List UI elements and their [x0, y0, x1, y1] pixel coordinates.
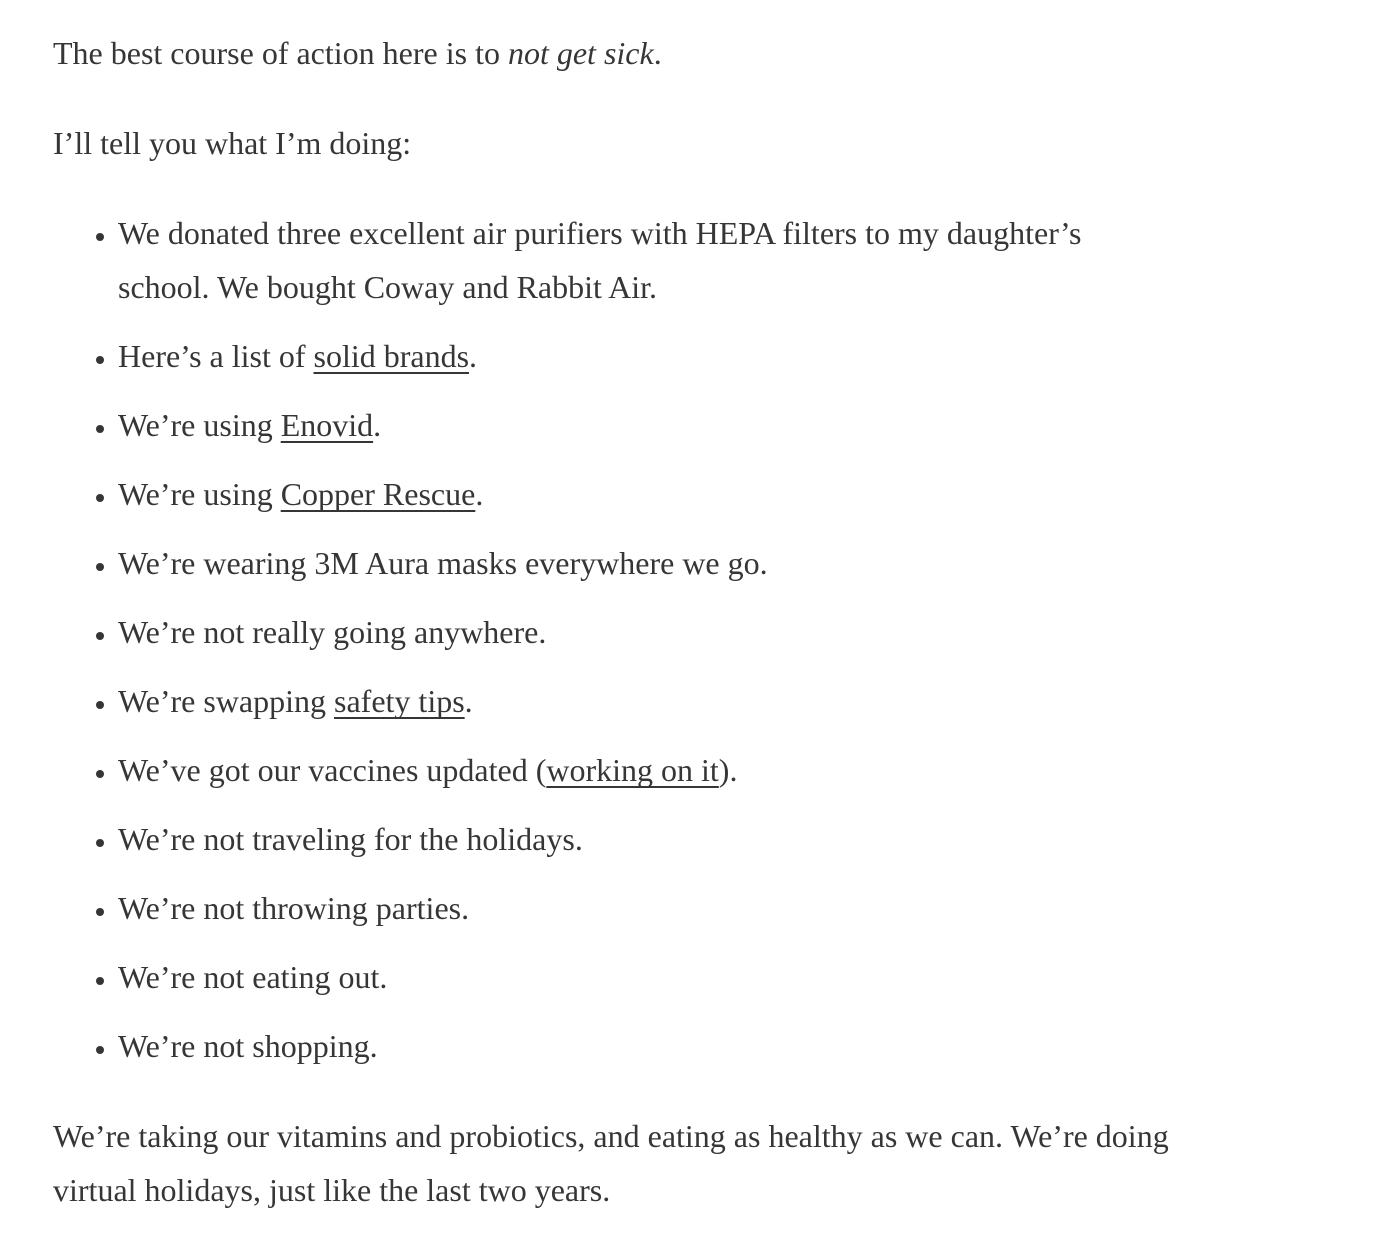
link-copper-rescue[interactable]: Copper Rescue [280, 476, 476, 512]
list-item-text: We’re using [118, 407, 281, 443]
list-item-text: We donated three excellent air purifiers with HEPA filters to my daughter’s school. We bought Coway and Rabbit Air. [118, 215, 1082, 305]
list-item-text: We’re not eating out. [118, 959, 388, 995]
list-item-text: . [475, 476, 484, 512]
list-item [118, 881, 1138, 935]
list-item-text: . [469, 338, 478, 374]
lead-in-paragraph: I’ll tell you what I’m doing: [53, 125, 412, 161]
list-item [118, 467, 1138, 521]
link-working-on-it[interactable]: working on it [546, 752, 719, 788]
list-item-text: We’ve got our vaccines updated ( [118, 752, 547, 788]
bullet-list [53, 206, 1347, 1073]
intro-paragraph [53, 26, 1347, 80]
list-item [118, 329, 1138, 383]
list-item-text: We’re using [118, 476, 281, 512]
list-item-text: We’re not throwing parties. [118, 890, 470, 926]
list-item [118, 1019, 1138, 1073]
intro-tail-text: . [653, 35, 662, 71]
list-item [118, 812, 1138, 866]
link-solid-brands[interactable]: solid brands [313, 338, 470, 374]
list-item-text: We’re not shopping. [118, 1028, 378, 1064]
list-item [118, 743, 1138, 797]
list-item [118, 536, 1138, 590]
list-item-text: . [373, 407, 382, 443]
link-enovid[interactable]: Enovid [280, 407, 374, 443]
list-item-text: We’re not really going anywhere. [118, 614, 547, 650]
list-item-text: ). [718, 752, 738, 788]
intro-lead-text: The best course of action here is to [53, 35, 508, 71]
list-item-text: Here’s a list of [118, 338, 314, 374]
list-item [118, 674, 1138, 728]
link-safety-tips[interactable]: safety tips [334, 683, 465, 719]
list-item-text: We’re swapping [118, 683, 335, 719]
list-item-text: We’re wearing 3M Aura masks everywhere we go. [118, 545, 768, 581]
intro-emphasis-text: not get sick [507, 35, 654, 71]
list-item-text: . [464, 683, 473, 719]
list-item-text: We’re not traveling for the holidays. [118, 821, 583, 857]
list-item [118, 206, 1138, 314]
list-item [118, 398, 1138, 452]
closing-paragraph: We’re taking our vitamins and probiotics, and eating as healthy as we can. We’re doing virtual holidays, just like the last two years. [53, 1118, 1169, 1208]
list-item [118, 605, 1138, 659]
list-item [118, 950, 1138, 1004]
